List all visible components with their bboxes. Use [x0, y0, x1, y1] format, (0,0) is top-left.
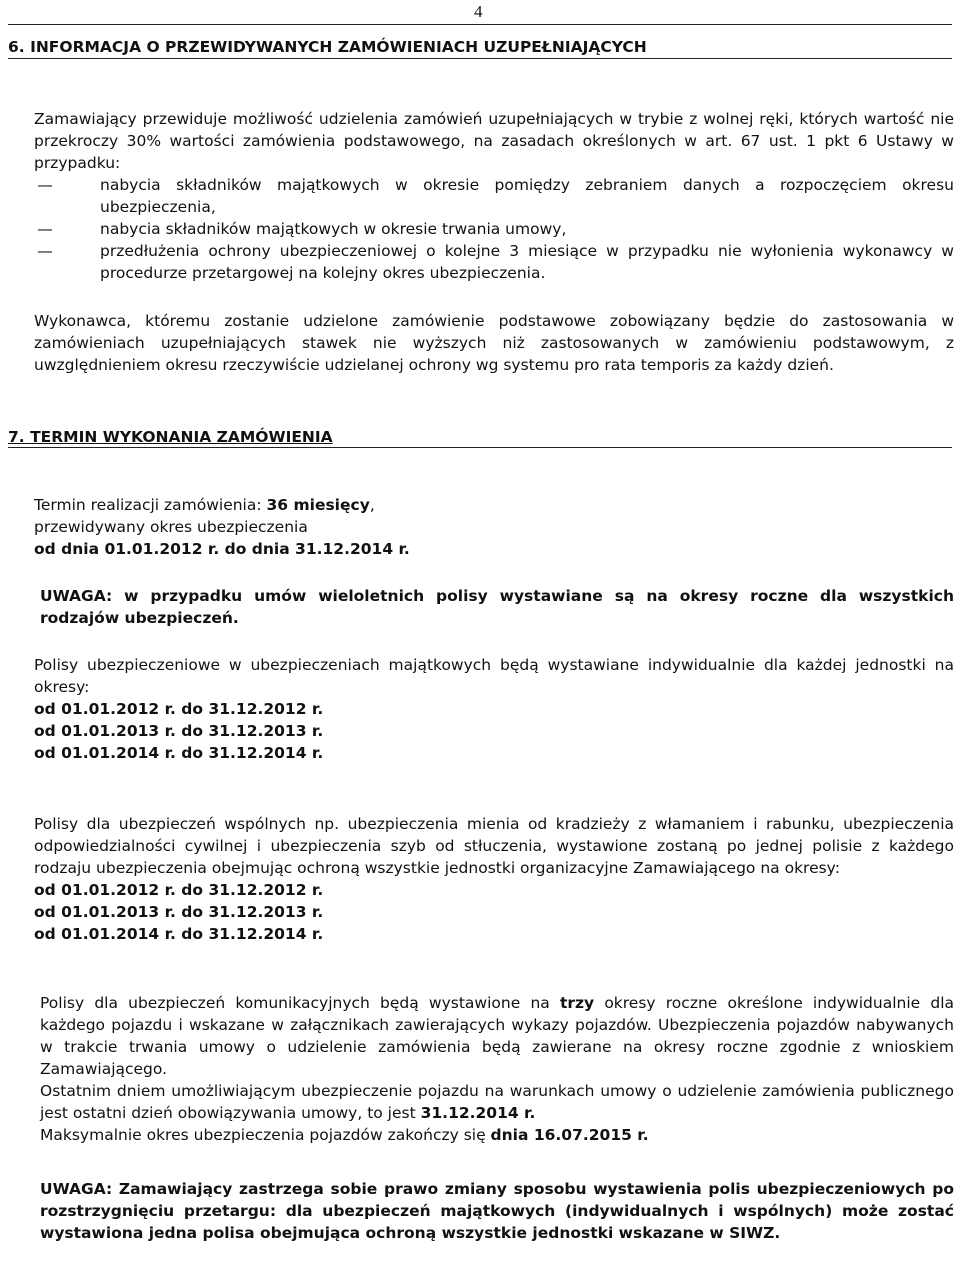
dash-icon: —	[37, 176, 53, 194]
list-item-text: nabycia składników majątkowych w okresie trwania umowy,	[100, 220, 567, 238]
term-label: Termin realizacji zamówienia:	[34, 496, 267, 514]
uwaga-text: UWAGA: w przypadku umów wieloletnich polisy wystawiane są na okresy roczne dla wszystkich rodzajów ubezpieczeń.	[40, 587, 954, 627]
period-line: od 01.01.2012 r. do 31.12.2012 r.	[34, 700, 324, 718]
comm-emphasis: trzy	[559, 994, 595, 1012]
comm-text: Polisy dla ubezpieczeń komunikacyjnych będą wystawione na	[40, 994, 560, 1012]
comm-text: okresy roczne określone indywidualnie dla każdego pojazdu i wskazane w załącznikach zawierających wykazy pojazdów. Ubezpieczenia pojazdów nabywanych w trakcie trwania umowy o udzielenie zamówienia będą zawierane na okresy roczne zgodnie z wnioskiem Zamawiającego.	[40, 994, 955, 1078]
section-6-body	[34, 108, 954, 284]
list-item	[34, 218, 954, 240]
joint-text: Polisy dla ubezpieczeń wspólnych np. ubezpieczenia mienia od kradzieży z włamaniem i rabunku, ubezpieczenia odpowiedzialności cywilnej i ubezpieczenia szyb od stłuczenia, wystawione zostaną po jednej polisie z każdego rodzaju ubezpieczenia obejmując ochroną wszystkie jednostki organizacyjne Zamawiającego na okresy:	[34, 815, 954, 877]
uwaga-note-1	[40, 585, 954, 629]
list-item-text: przedłużenia ochrony ubezpieczeniowej o kolejne 3 miesiące w przypadku nie wyłonienia wykonawcy w procedurze przetargowej na kolejny okres ubezpieczenia.	[100, 242, 954, 282]
period-label: przewidywany okres ubezpieczenia	[34, 518, 308, 536]
last-day-text: Ostatnim dniem umożliwiającym ubezpieczenie pojazdu na warunkach umowy o udzielenie zamówienia publicznego jest ostatni dzień obowiązywania umowy, to jest	[40, 1082, 954, 1122]
period-line: od 01.01.2014 r. do 31.12.2014 r.	[34, 925, 324, 943]
list-item	[34, 174, 954, 218]
section-6-intro: Zamawiający przewiduje możliwość udzielenia zamówień uzupełniających w trybie z wolnej ręki, których wartość nie przekroczy 30% wartości zamówienia podstawowego, na zasadach określonych w art. 67 ust. 1 pkt 6 Ustawy w przypadku:	[34, 110, 954, 172]
last-day-date: 31.12.2014 r.	[420, 1104, 536, 1122]
period-line: od 01.01.2013 r. do 31.12.2013 r.	[34, 903, 324, 921]
section-6-paragraph-2	[34, 310, 954, 376]
section-6-rule	[8, 58, 952, 59]
term-value: 36 miesięcy	[266, 496, 370, 514]
period-line: od 01.01.2012 r. do 31.12.2012 r.	[34, 881, 324, 899]
paragraph-text: Wykonawca, któremu zostanie udzielone zamówienie podstawowe zobowiązany będzie do zastosowania w zamówieniach uzupełniających stawek nie wyższych niż zastosowanych w zamówieniu podstawowym, z uwzględnieniem okresu rzeczywiście udzielanej ochrony wg systemu pro rata temporis za każdy dzień.	[34, 312, 954, 374]
period-line: od 01.01.2013 r. do 31.12.2013 r.	[34, 722, 324, 740]
period-line: od 01.01.2014 r. do 31.12.2014 r.	[34, 744, 324, 762]
list-item	[34, 240, 954, 284]
term-suffix: ,	[369, 496, 375, 514]
property-policies	[34, 654, 954, 764]
term-block	[34, 494, 954, 560]
dash-list	[34, 174, 954, 284]
max-period-text: Maksymalnie okres ubezpieczenia pojazdów zakończy się	[40, 1126, 491, 1144]
section-7-heading: 7. TERMIN WYKONANIA ZAMÓWIENIA	[8, 428, 333, 446]
list-item-text: nabycia składników majątkowych w okresie pomiędzy zebraniem danych a rozpoczęciem okresu ubezpieczenia,	[100, 176, 954, 216]
section-6-heading: 6. INFORMACJA O PRZEWIDYWANYCH ZAMÓWIENIACH UZUPEŁNIAJĄCYCH	[8, 38, 647, 56]
uwaga-note-2	[40, 1178, 954, 1244]
uwaga-text: UWAGA: Zamawiający zastrzega sobie prawo zmiany sposobu wystawienia polis ubezpieczeniowych po rozstrzygnięciu przetargu: dla ubezpieczeń majątkowych (indywidualnych i wspólnych) może zostać wystawiona jedna polisa obejmująca ochroną wszystkie jednostki wskazane w SIWZ.	[40, 1180, 954, 1242]
period-value: od dnia 01.01.2012 r. do dnia 31.12.2014 r.	[34, 540, 410, 558]
top-rule	[8, 24, 952, 25]
dash-icon: —	[37, 220, 53, 238]
vehicle-policies	[40, 992, 954, 1146]
property-text: Polisy ubezpieczeniowe w ubezpieczeniach majątkowych będą wystawiane indywidualnie dla każdej jednostki na okresy:	[34, 656, 954, 696]
section-7-rule	[8, 447, 952, 448]
dash-icon: —	[37, 242, 53, 260]
page-number: 4	[474, 2, 483, 21]
joint-policies	[34, 813, 954, 945]
max-period-date: dnia 16.07.2015 r.	[490, 1126, 649, 1144]
